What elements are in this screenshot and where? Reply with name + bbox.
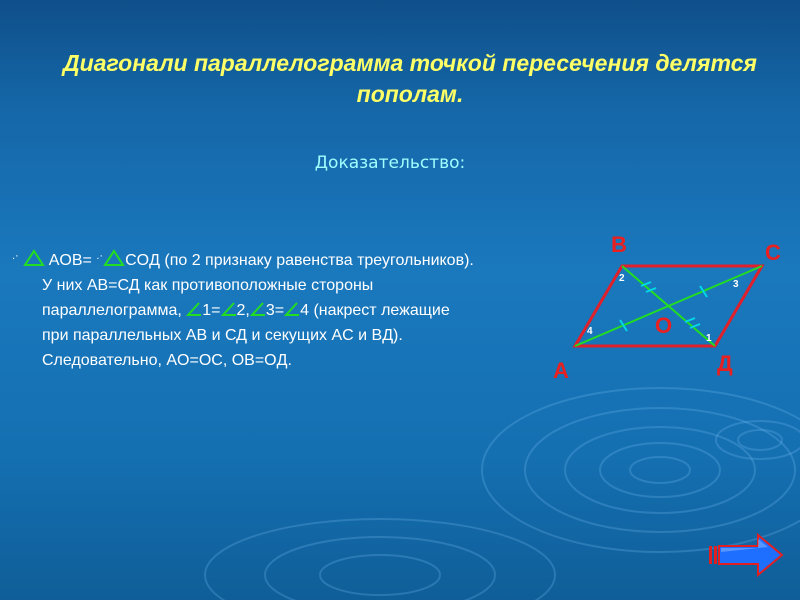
tick-mark [685,318,695,322]
proof-line-3 [12,298,572,323]
angle-icon [186,301,202,317]
angle-4-text: 4 (накрест лежащие [300,302,450,319]
vertex-c-label: C [765,240,781,265]
slide-title: Диагонали параллелограмма точкой пересечения делятся пополам. [63,50,757,107]
slide-subtitle: Доказательство: [314,153,466,173]
triangle-icon [103,249,125,267]
angle-3-text: 3= [265,302,285,319]
triangle-aob-text: AOB= [48,252,92,269]
vertex-b-label: B [611,232,627,257]
angle-icon [250,301,266,317]
angle-label-3: 3 [733,279,739,290]
angle-icon [284,301,300,317]
proof-line-3-pre: параллелограмма, [42,302,182,319]
arrow-right-icon [708,533,784,577]
angle-label-4: 4 [587,326,593,337]
therefore-mark: .· [12,250,19,262]
angle-label-1: 1 [706,333,712,344]
vertex-d-label: Д [717,351,733,376]
proof-line-4: при параллельных AB и СД и секущих AC и BД). [42,327,403,344]
therefore-mark-2: .· [96,250,104,262]
proof-line-2: У них AB=СД как противоположные стороны [42,277,374,294]
angle-2-text: 2, [236,302,250,319]
parallelogram-figure [545,228,795,383]
proof-text [12,244,572,373]
triangle-icon [23,249,45,267]
intersection-o-label: O [655,313,673,338]
angle-label-2: 2 [619,273,625,284]
next-slide-button[interactable] [708,533,784,577]
proof-line-1 [12,244,572,273]
proof-line-5: Следовательно, AO=OC, OB=OД. [42,352,292,369]
angle-1-text: 1= [202,302,221,319]
angle-icon [221,301,237,317]
triangle-cod-text: COД (по 2 признаку равенства треугольников). [125,252,474,269]
vertex-a-label: A [553,358,569,383]
